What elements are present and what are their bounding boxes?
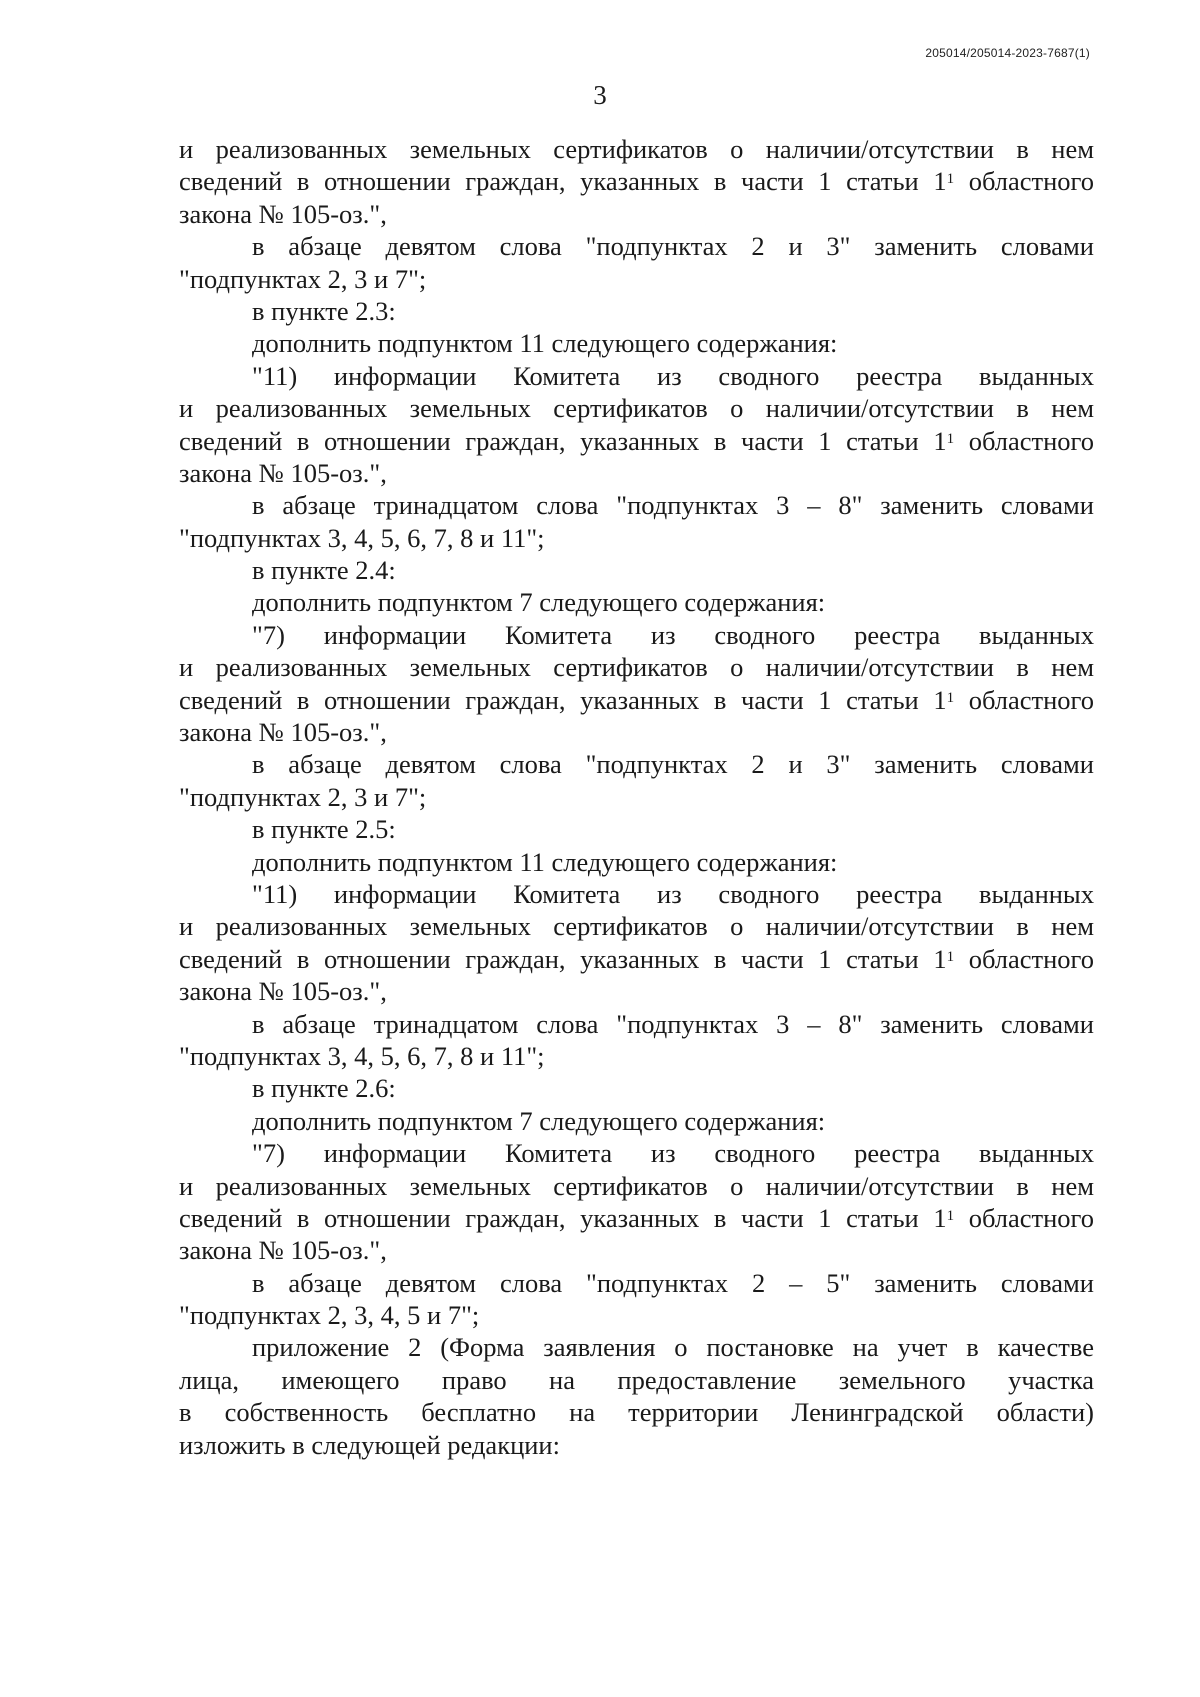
text-line-content: "подпунктах 3, 4, 5, 6, 7, 8 и 11"; bbox=[179, 1040, 545, 1071]
text-line bbox=[179, 230, 1094, 262]
text-line bbox=[179, 263, 1094, 295]
text-line-tail: областного bbox=[954, 166, 1094, 197]
text-line bbox=[179, 651, 1094, 683]
text-line bbox=[179, 1267, 1094, 1299]
text-line-content: сведений в отношении граждан, указанных в части 1 статьи 1 bbox=[179, 425, 947, 456]
text-line bbox=[179, 165, 1094, 197]
text-line-content: сведений в отношении граждан, указанных в части 1 статьи 1 bbox=[179, 943, 947, 974]
text-line bbox=[179, 1008, 1094, 1040]
text-line bbox=[179, 327, 1094, 359]
text-line bbox=[179, 1234, 1094, 1266]
text-line-content: в абзаце девятом слова "подпунктах 2 – 5" заменить словами bbox=[252, 1267, 1094, 1298]
text-line-content: сведений в отношении граждан, указанных в части 1 статьи 1 bbox=[179, 684, 947, 715]
text-line-content: "подпунктах 2, 3 и 7"; bbox=[179, 263, 427, 294]
text-line-content: в абзаце девятом слова "подпунктах 2 и 3" заменить словами bbox=[252, 749, 1094, 780]
text-line-content: "подпунктах 2, 3, 4, 5 и 7"; bbox=[179, 1300, 480, 1331]
text-line bbox=[179, 295, 1094, 327]
page-number: 3 bbox=[593, 80, 607, 110]
text-line-content: в пункте 2.6: bbox=[252, 1073, 396, 1104]
text-line-content: закона № 105-оз.", bbox=[179, 457, 387, 488]
superscript: 1 bbox=[946, 689, 955, 706]
text-line bbox=[179, 1040, 1094, 1072]
text-line bbox=[179, 619, 1094, 651]
text-line-content: дополнить подпунктом 11 следующего содержания: bbox=[252, 328, 838, 359]
text-line bbox=[179, 392, 1094, 424]
superscript: 1 bbox=[946, 171, 955, 188]
text-line-content: закона № 105-оз.", bbox=[179, 717, 387, 748]
text-line bbox=[179, 457, 1094, 489]
text-line-content: сведений в отношении граждан, указанных в части 1 статьи 1 bbox=[179, 1202, 947, 1233]
text-line bbox=[179, 813, 1094, 845]
text-line bbox=[179, 522, 1094, 554]
document-body bbox=[179, 133, 1094, 1461]
text-line-content: и реализованных земельных сертификатов о наличии/отсутствии в нем bbox=[179, 911, 1094, 942]
text-line-content: изложить в следующей редакции: bbox=[179, 1429, 560, 1460]
text-line-content: и реализованных земельных сертификатов о наличии/отсутствии в нем bbox=[179, 1170, 1094, 1201]
text-line-content: "подпунктах 3, 4, 5, 6, 7, 8 и 11"; bbox=[179, 522, 545, 553]
text-line-content: в собственность бесплатно на территории Ленинградской области) bbox=[179, 1397, 1094, 1428]
text-line-content: "11) информации Комитета из сводного реестра выданных bbox=[252, 878, 1094, 909]
text-line-content: в абзаце тринадцатом слова "подпунктах 3 – 8" заменить словами bbox=[252, 1008, 1094, 1039]
text-line bbox=[179, 1364, 1094, 1396]
text-line bbox=[179, 716, 1094, 748]
text-line-content: закона № 105-оз.", bbox=[179, 198, 387, 229]
text-line-content: и реализованных земельных сертификатов о наличии/отсутствии в нем bbox=[179, 393, 1094, 424]
text-line bbox=[179, 1072, 1094, 1104]
text-line-content: приложение 2 (Форма заявления о постановке на учет в качестве bbox=[252, 1332, 1094, 1363]
text-line-content: дополнить подпунктом 7 следующего содержания: bbox=[252, 587, 826, 618]
text-line bbox=[179, 846, 1094, 878]
text-line bbox=[179, 910, 1094, 942]
superscript: 1 bbox=[946, 948, 955, 965]
text-line-tail: областного bbox=[954, 425, 1094, 456]
text-line-content: дополнить подпунктом 11 следующего содержания: bbox=[252, 846, 838, 877]
text-line-tail: областного bbox=[954, 943, 1094, 974]
text-line-content: дополнить подпунктом 7 следующего содержания: bbox=[252, 1105, 826, 1136]
text-line bbox=[179, 586, 1094, 618]
text-line bbox=[179, 878, 1094, 910]
text-line bbox=[179, 1331, 1094, 1363]
document-id: 205014/205014-2023-7687(1) bbox=[925, 46, 1090, 60]
text-line-content: "7) информации Комитета из сводного реестра выданных bbox=[252, 619, 1094, 650]
text-line bbox=[179, 1429, 1094, 1461]
text-line-content: "11) информации Комитета из сводного реестра выданных bbox=[252, 360, 1094, 391]
text-line-content: в пункте 2.4: bbox=[252, 555, 396, 586]
text-line-content: "7) информации Комитета из сводного реестра выданных bbox=[252, 1138, 1094, 1169]
text-line bbox=[179, 360, 1094, 392]
text-line-content: "подпунктах 2, 3 и 7"; bbox=[179, 781, 427, 812]
text-line bbox=[179, 133, 1094, 165]
text-line bbox=[179, 943, 1094, 975]
text-line bbox=[179, 1396, 1094, 1428]
text-line-content: лица, имеющего право на предоставление земельного участка bbox=[179, 1364, 1094, 1395]
text-line bbox=[179, 975, 1094, 1007]
text-line-tail: областного bbox=[954, 1202, 1094, 1233]
text-line bbox=[179, 1202, 1094, 1234]
text-line-content: в абзаце девятом слова "подпунктах 2 и 3" заменить словами bbox=[252, 231, 1094, 262]
text-line bbox=[179, 1105, 1094, 1137]
text-line bbox=[179, 748, 1094, 780]
text-line bbox=[179, 198, 1094, 230]
text-line-content: закона № 105-оз.", bbox=[179, 976, 387, 1007]
superscript: 1 bbox=[946, 430, 955, 447]
text-line-content: и реализованных земельных сертификатов о наличии/отсутствии в нем bbox=[179, 134, 1094, 164]
text-line bbox=[179, 1170, 1094, 1202]
text-line bbox=[179, 554, 1094, 586]
text-line bbox=[179, 425, 1094, 457]
text-line bbox=[179, 1299, 1094, 1331]
text-line bbox=[179, 781, 1094, 813]
text-line-content: в пункте 2.5: bbox=[252, 814, 396, 845]
superscript: 1 bbox=[946, 1207, 955, 1224]
text-line-content: в абзаце тринадцатом слова "подпунктах 3 – 8" заменить словами bbox=[252, 490, 1094, 521]
text-line-tail: областного bbox=[954, 684, 1094, 715]
text-line-content: в пункте 2.3: bbox=[252, 295, 396, 326]
text-line bbox=[179, 1137, 1094, 1169]
text-line-content: сведений в отношении граждан, указанных в части 1 статьи 1 bbox=[179, 166, 947, 197]
text-line-content: закона № 105-оз.", bbox=[179, 1235, 387, 1266]
text-line bbox=[179, 684, 1094, 716]
text-line bbox=[179, 489, 1094, 521]
text-line-content: и реализованных земельных сертификатов о наличии/отсутствии в нем bbox=[179, 652, 1094, 683]
